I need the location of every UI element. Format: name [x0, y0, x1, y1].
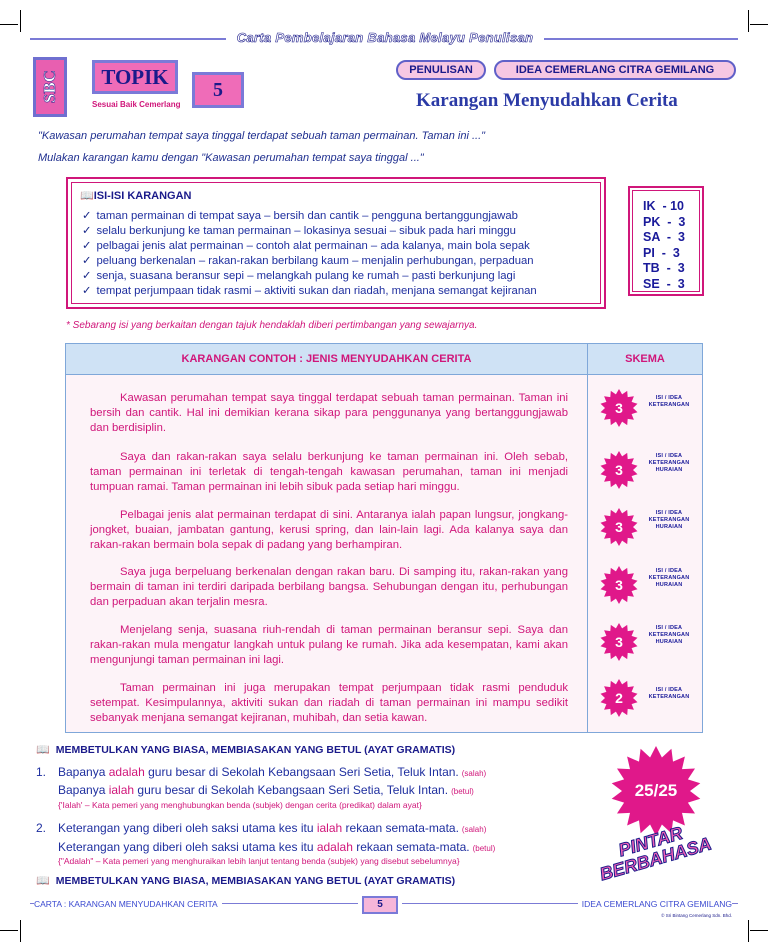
banner-rule-left [30, 38, 226, 40]
score-burst: 25/25 [608, 746, 704, 836]
score-star: 3 [600, 451, 638, 489]
score-star: 2 [600, 679, 638, 717]
crop-mark [0, 24, 18, 25]
isi-item: ✓ peluang berkenalan – rakan-rakan berbilang kaum – menjalin perhubungan, perpaduan [82, 255, 534, 267]
footer-left: CARTA : KARANGAN MENYUDAHKAN CERITA [34, 899, 222, 909]
page-number: 5 [362, 896, 398, 914]
skema-label: ISI / IDEA KETERANGAN HURAIAN [648, 510, 690, 530]
grammar-right-sentence: Bapanya ialah guru besar di Sekolah Kebangsaan Seri Setia, Teluk Intan. (betul) [58, 783, 474, 797]
check-icon: ✓ [82, 240, 92, 252]
grammar-wrong-sentence: Keterangan yang diberi oleh saksi utama kes itu ialah rekaan semata-mata. (salah) [58, 821, 487, 835]
score-sa: SA - 3 [643, 230, 685, 244]
score-star: 3 [600, 389, 638, 427]
topik-label: TOPIK [92, 60, 178, 94]
grammar-note: {"Adalah" – Kata pemeri yang menghuraikan lebih lanjut tentang benda (subjek) yang disebut sebelumnya} [58, 856, 460, 866]
check-icon: ✓ [82, 270, 92, 282]
score-star: 3 [600, 508, 638, 546]
book-icon: 📖 [80, 190, 94, 202]
grammar-number: 2. [36, 821, 47, 835]
sbc-logo: SBC [33, 57, 67, 117]
isi-title: 📖ISI-ISI KARANGAN [80, 190, 192, 202]
grammar-note: {'Ialah' – Kata pemeri yang menghubungkan benda (subjek) dengan cerita (predikat) dalam ayat} [58, 800, 422, 810]
skema-label: ISI / IDEA KETERANGAN [648, 687, 690, 700]
table-body [66, 375, 702, 732]
crop-mark [748, 920, 749, 942]
essay-paragraph: Kawasan perumahan tempat saya tinggal terdapat sebuah taman permainan. Taman ini bersih dan cantik. Hal ini demikian kerana sikap para penggunanya yang bertanggungjawab dan berdisiplin. [90, 392, 568, 434]
grammar-title: 📖 MEMBETULKAN YANG BIASA, MEMBIASAKAN YANG BETUL (AYAT GRAMATIS) [36, 744, 456, 756]
score-tb: TB - 3 [643, 261, 685, 275]
col-skema: SKEMA [625, 353, 665, 365]
score-se: SE - 3 [643, 276, 685, 291]
score-star: 3 [600, 623, 638, 661]
book-icon: 📖 [36, 744, 50, 756]
page-heading: Karangan Menyudahkan Cerita [416, 90, 678, 111]
crop-mark [750, 930, 768, 931]
pill-idea: IDEA CEMERLANG CITRA GEMILANG [494, 60, 736, 80]
intro-line-2: Mulakan karangan kamu dengan "Kawasan perumahan tempat saya tinggal ..." [38, 152, 424, 164]
isi-box [66, 177, 606, 309]
crop-mark [20, 10, 21, 32]
essay-paragraph: Pelbagai jenis alat permainan terdapat di sini. Antaranya ialah papan lungsur, jongkang-jongket, buaian, jambatan gantung, kerusi spring, dan lain-lain lagi. Ada kalanya saya dan rakan-rakan bermain bola sepak di padang yang berhampiran. [90, 509, 568, 551]
check-icon: ✓ [82, 285, 92, 297]
score-pi: PI - 3 [643, 245, 680, 260]
banner-rule-right [544, 38, 738, 40]
crop-mark [0, 930, 18, 931]
essay-paragraph: Saya juga berpeluang berkenalan dengan rakan baru. Di samping itu, rakan-rakan yang bermain di taman ini terdiri daripada berbilang bangsa. Sehubungan dengan itu, perhubungan dan perpaduan akan terjalin mesra. [90, 566, 568, 608]
grammar-number: 1. [36, 765, 47, 779]
essay-paragraph: Saya dan rakan-rakan saya selalu berkunjung ke taman permainan ini. Oleh sebab, taman permainan ini terletak di tengah-tengah kawasan perumahan, taman ini menjadi tumpuan ramai. Taman permainan ini lebih sibuk pada setiap hari minggu. [90, 451, 568, 493]
topik-number: 5 [192, 72, 244, 108]
isi-item: ✓ tempat perjumpaan tidak rasmi – aktiviti sukan dan riadah, menjana semangat kejiranan [82, 285, 537, 297]
pill-penulisan: PENULISAN [396, 60, 486, 80]
crop-mark [750, 24, 768, 25]
essay-paragraph: Menjelang senja, suasana riuh-rendah di taman permainan beransur sepi. Saya dan rakan-rakan mula mengatur langkah untuk pulang ke rumah. Jika ada kesempatan, kami akan mengunjungi taman permainan ini lagi. [90, 624, 568, 666]
copyright: © Sri Bintang Cemerlang Sdn. Bhd. [661, 913, 732, 918]
score-star: 3 [600, 566, 638, 604]
skema-label: ISI / IDEA KETERANGAN HURAIAN [648, 568, 690, 588]
grammar-title: 📖 MEMBETULKAN YANG BIASA, MEMBIASAKAN YANG BETUL (AYAT GRAMATIS) [36, 875, 456, 887]
essay-paragraph: Taman permainan ini juga merupakan tempat perjumpaan tidak rasmi penduduk setempat. Kesimpulannya, aktiviti sukan dan riadah di taman permainan ini mampu sedikit sebanyak menjana semangat kejiranan, muhibah, dan setia kawan. [90, 682, 568, 724]
essay-table [65, 343, 703, 733]
book-icon: 📖 [36, 875, 50, 887]
intro-line-1: "Kawasan perumahan tempat saya tinggal terdapat sebuah taman permainan. Taman ini ..." [38, 130, 486, 142]
crop-mark [748, 10, 749, 32]
check-icon: ✓ [82, 210, 92, 222]
pintar-berbahasa-logo: PINTAR BERBAHASA [597, 822, 714, 885]
grammar-wrong-sentence: Bapanya adalah guru besar di Sekolah Kebangsaan Seri Setia, Teluk Intan. (salah) [58, 765, 487, 779]
banner-title: Carta Pembelajaran Bahasa Melayu Penulisan [236, 30, 534, 45]
score-ik: IK - 10 [643, 199, 684, 213]
table-header [66, 344, 702, 375]
crop-mark [20, 920, 21, 942]
isi-item: ✓ pelbagai jenis alat permainan – contoh alat permainan – ada kalanya, main bola sepak [82, 240, 530, 252]
score-pk: PK - 3 [643, 214, 686, 229]
grammar-right-sentence: Keterangan yang diberi oleh saksi utama kes itu adalah rekaan semata-mata. (betul) [58, 840, 496, 854]
score-box [628, 186, 704, 296]
isi-note: * Sebarang isi yang berkaitan dengan tajuk hendaklah diberi pertimbangan yang sewajarnya. [66, 320, 478, 331]
check-icon: ✓ [82, 255, 92, 267]
isi-list [82, 209, 537, 299]
skema-label: ISI / IDEA KETERANGAN HURAIAN [648, 625, 690, 645]
tagline: Sesuai Baik Cemerlang [92, 100, 181, 109]
isi-item: ✓ senja, suasana beransur sepi – melangkah pulang ke rumah – pasti berkunjung lagi [82, 270, 516, 282]
skema-label: ISI / IDEA KETERANGAN [648, 395, 690, 408]
isi-item: ✓ selalu berkunjung ke taman permainan – lokasinya sesuai – sibuk pada hari minggu [82, 225, 516, 237]
skema-label: ISI / IDEA KETERANGAN HURAIAN [648, 453, 690, 473]
check-icon: ✓ [82, 225, 92, 237]
col-karangan: KARANGAN CONTOH : JENIS MENYUDAHKAN CERITA [66, 344, 588, 374]
isi-item: ✓ taman permainan di tempat saya – bersih dan cantik – pengguna bertanggungjawab [82, 210, 518, 222]
footer-right: IDEA CEMERLANG CITRA GEMILANG [578, 899, 732, 909]
